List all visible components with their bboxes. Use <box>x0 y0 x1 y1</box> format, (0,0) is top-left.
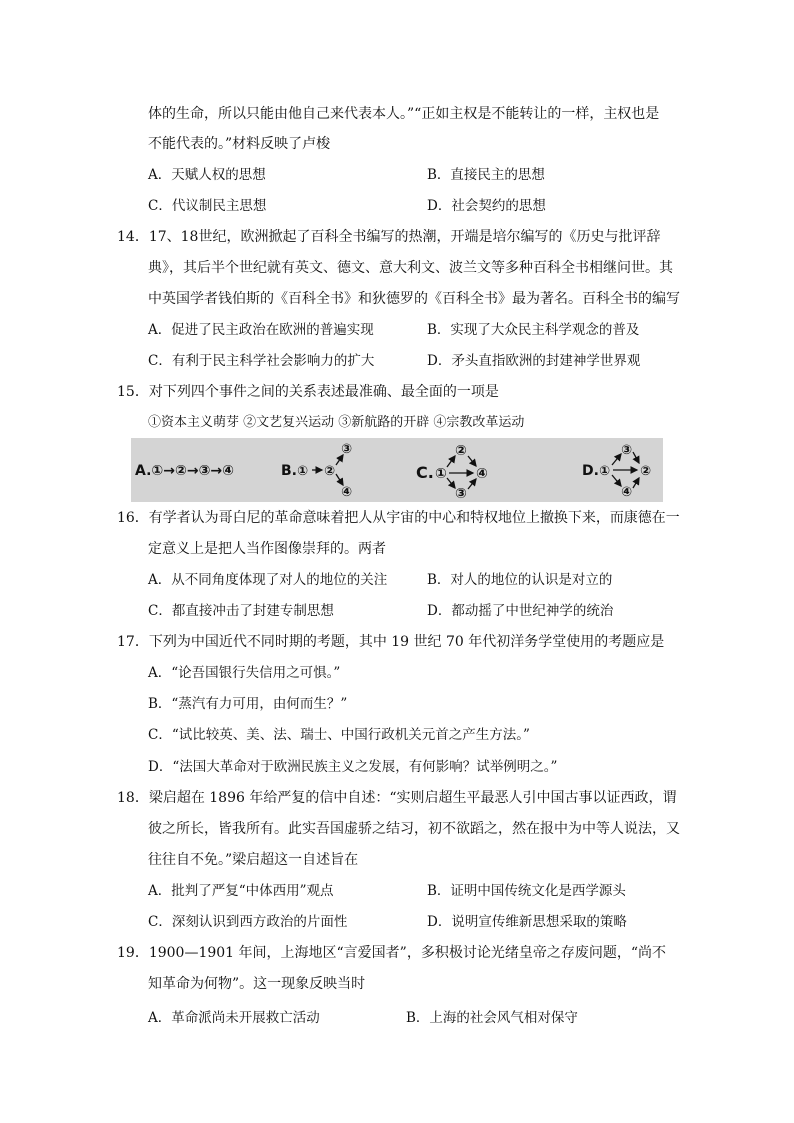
diagram-label-d: D. <box>582 463 599 479</box>
diagram-c-node4: ④ <box>476 466 488 482</box>
diagram-d-node3: ③ <box>621 443 633 458</box>
q18-stem-line2: 彼之所长，皆我所有。此实吾国虚骄之结习，初不欲蹈之，然在报中为中等人说法，又 <box>148 821 680 837</box>
diagram-c-node3: ③ <box>455 486 467 502</box>
q17-option-c: C．“试比较英、美、法、瑞士、中国行政机关元首之产生方法。” <box>148 727 530 743</box>
q17-option-b: B．“蒸汽有力可用，由何而生？” <box>148 696 348 712</box>
q18-option-c: C．深刻认识到西方政治的片面性 <box>148 914 348 930</box>
q17-option-d: D．“法国大革命对于欧洲民族主义之发展，有何影响？试举例明之。” <box>148 759 558 775</box>
q19-option-b: B．上海的社会风气相对保守 <box>406 1010 578 1026</box>
diagram-label-c: C. <box>416 463 434 482</box>
q17-option-a: A．“论吾国银行失信用之可惧。” <box>148 665 341 681</box>
q14-stem-line3: 中英国学者钱伯斯的《百科全书》和狄德罗的《百科全书》最为著名。百科全书的编写 <box>148 291 680 307</box>
q14-stem-line2: 典》，其后半个世纪就有英文、德文、意大利文、波兰文等多种百科全书相继问世。其 <box>148 260 673 276</box>
diagram-b-node3: ③ <box>341 442 353 457</box>
q13-option-c: C．代议制民主思想 <box>148 198 267 214</box>
q14-stem-line1: 14．17、18世纪，欧洲掀起了百科全书编写的热潮，开端是培尔编写的《历史与批评辞 <box>117 229 661 245</box>
q15-items: ①资本主义萌芽 ②文艺复兴运动 ③新航路的开辟 ④宗教改革运动 <box>148 415 525 430</box>
q13-stem-line1: 体的生命，所以只能由他自己来代表本人。”“正如主权是不能转让的一样，主权也是 <box>148 106 660 122</box>
q18-option-a: A．批判了严复“中体西用”观点 <box>148 883 334 899</box>
q13-stem-line2: 不能代表的。”材料反映了卢梭 <box>148 136 331 152</box>
q15-stem-line1: 15．对下列四个事件之间的关系表述最准确、最全面的一项是 <box>117 384 499 400</box>
q17-stem-line1: 17．下列为中国近代不同时期的考题，其中 19 世纪 70 年代初洋务学堂使用的考题应是 <box>117 634 665 650</box>
q13-option-d: D．社会契约的思想 <box>427 198 546 214</box>
q15-options-diagram <box>131 438 663 502</box>
q13-option-a: A．天赋人权的思想 <box>148 167 266 183</box>
q16-option-d: D．都动摇了中世纪神学的统治 <box>427 603 614 619</box>
q16-stem-line1: 16．有学者认为哥白尼的革命意味着把人从宇宙的中心和特权地位上撤换下来，而康德在一 <box>117 510 680 526</box>
diagram-b-node1: ① <box>297 464 309 479</box>
q18-option-d: D．说明宣传维新思想采取的策略 <box>427 914 627 930</box>
diagram-b-node4: ④ <box>341 485 353 500</box>
q14-option-d: D．矛头直指欧洲的封建神学世界观 <box>427 353 641 369</box>
diagram-c-node2: ② <box>455 443 467 459</box>
q16-option-c: C．都直接冲击了封建专制思想 <box>148 603 334 619</box>
q16-option-b: B．对人的地位的认识是对立的 <box>427 572 613 588</box>
q19-option-a: A．革命派尚未开展救亡活动 <box>148 1010 320 1026</box>
q18-stem-line3: 往往自不免。”梁启超这一自述旨在 <box>148 852 359 868</box>
diagram-d-node2: ② <box>640 464 652 479</box>
diagram-b-node2: ② <box>324 464 336 479</box>
q16-option-a: A．从不同角度体现了对人的地位的关注 <box>148 572 388 588</box>
diagram-option-a: A.①→②→③→④ <box>135 463 235 479</box>
q18-stem-line1: 18．梁启超在 1896 年给严复的信中自述：“实则启超生平最恶人引中国古事以证西政，谓 <box>117 790 677 806</box>
diagram-label-b: B. <box>281 463 297 479</box>
q19-stem-line2: 知革命为何物”。这一现象反映当时 <box>148 976 366 992</box>
q14-option-a: A．促进了民主政治在欧洲的普遍实现 <box>148 322 374 338</box>
q14-option-b: B．实现了大众民主科学观念的普及 <box>427 322 640 338</box>
diagram-c-node1: ① <box>435 466 447 482</box>
q13-option-b: B．直接民主的思想 <box>427 167 545 183</box>
q19-stem-line1: 19．1900—1901 年间，上海地区“言爱国者”，多积极讨论光绪皇帝之存废问题，“尚不 <box>117 945 666 961</box>
diagram-d-node4: ④ <box>621 485 633 500</box>
diagram-d-node1: ① <box>599 464 611 479</box>
q14-option-c: C．有利于民主科学社会影响力的扩大 <box>148 353 375 369</box>
q18-option-b: B．证明中国传统文化是西学源头 <box>427 883 626 899</box>
q16-stem-line2: 定意义上是把人当作图像崇拜的。两者 <box>148 541 386 557</box>
